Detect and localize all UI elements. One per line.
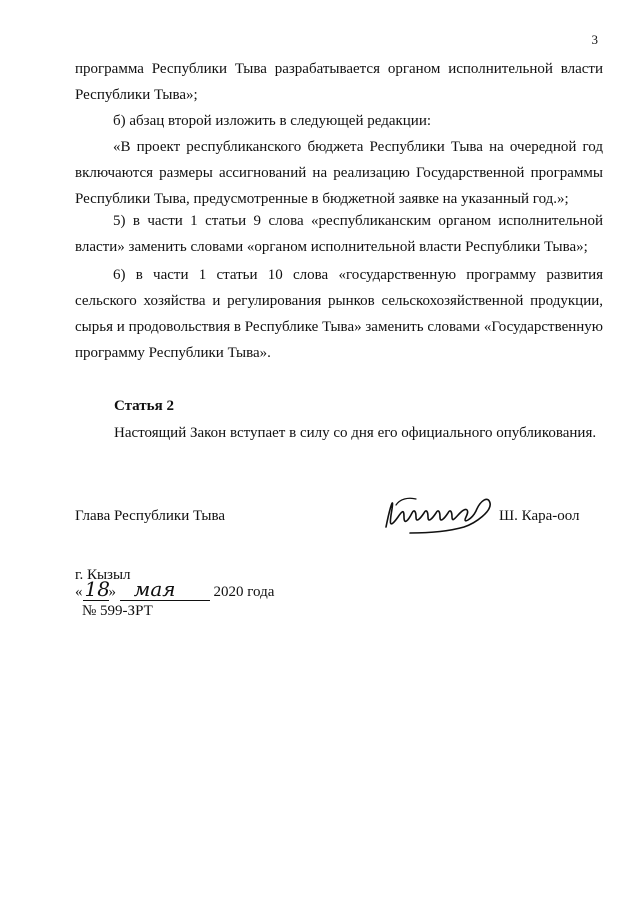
signatory-name: Ш. Кара-оол bbox=[499, 508, 580, 524]
signatory-position: Глава Республики Тыва bbox=[75, 508, 226, 524]
article-body: Настоящий Закон вступает в силу со дня его официального опубликования. bbox=[114, 425, 597, 441]
paragraph-item-6: 6) в части 1 статьи 10 слова «государственную программу развития сельского хозяйства и регулирования рынков сельскохозяйственной продукции, сырья и продовольствия в Республике Тыва» заменить словами «Государственную программу Республики Тыва». bbox=[75, 267, 603, 361]
paragraph-item-5: 5) в части 1 статьи 9 слова «республиканским органом исполнительной власти» заменить словами «органом исполнительной власти Республики Тыва»; bbox=[75, 213, 603, 255]
text-block-4 bbox=[75, 208, 603, 260]
text-block-2 bbox=[75, 108, 603, 134]
text-block-1 bbox=[75, 56, 603, 108]
date-close-quote: » bbox=[108, 584, 116, 600]
paragraph-subitem-b: б) абзац второй изложить в следующей редакции: bbox=[113, 113, 432, 129]
date-day-handwritten: 18 bbox=[84, 577, 110, 601]
date-day-field bbox=[83, 577, 110, 601]
page-number: 3 bbox=[591, 32, 598, 47]
law-number: № 599-ЗРТ bbox=[82, 603, 153, 619]
signing-date bbox=[75, 577, 275, 601]
paragraph-continuation: программа Республики Тыва разрабатывается органом исполнительной власти Республики Тыва»; bbox=[75, 61, 603, 103]
date-month-handwritten: мая bbox=[133, 577, 176, 601]
place-of-signing: г. Кызыл bbox=[75, 567, 131, 583]
article-heading: Статья 2 bbox=[114, 398, 174, 414]
handwritten-signature bbox=[380, 487, 498, 539]
paragraph-quoted-text: «В проект республиканского бюджета Республики Тыва на очередной год включаются размеры ассигнований на реализацию Государственной программы Республики Тыва, предусмотренные в бюджетной заявке на указанный год.»; bbox=[75, 139, 603, 207]
date-year: 2020 года bbox=[213, 584, 275, 600]
text-block-3 bbox=[75, 134, 603, 212]
date-month-field bbox=[120, 577, 210, 601]
text-block-5 bbox=[75, 262, 603, 366]
date-open-quote: « bbox=[75, 584, 83, 600]
